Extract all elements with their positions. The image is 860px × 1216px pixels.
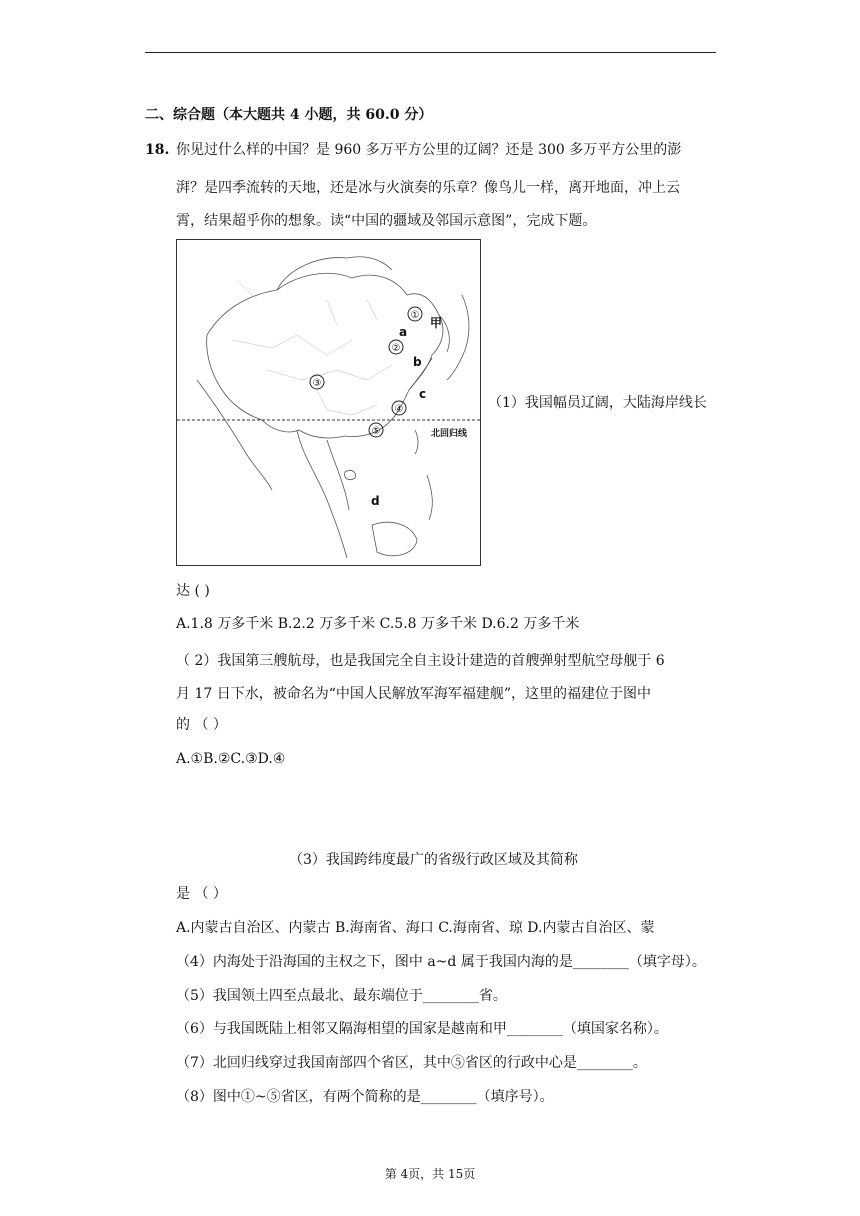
label-4: ④ bbox=[394, 404, 404, 415]
label-2: ② bbox=[391, 343, 401, 354]
header-rule bbox=[145, 52, 716, 53]
q3-line1: （3）我国跨纬度最广的省级行政区域及其简称 bbox=[289, 852, 578, 868]
china-outline bbox=[207, 273, 443, 438]
q6: （6）与我国既陆上相邻又隔海相望的国家是越南和甲________（填国家名称）。 bbox=[176, 1021, 668, 1037]
label-a: a bbox=[399, 325, 408, 339]
philippines bbox=[427, 475, 432, 520]
stem-line-1: 你见过什么样的中国？是 960 多万平方公里的辽阔？还是 300 多万平方公里的澎 bbox=[176, 142, 682, 158]
q2-line1: （ 2）我国第三艘航母，也是我国完全自主设计建造的首艘弹射型航空母舰于 6 bbox=[176, 653, 665, 669]
indochina bbox=[297, 430, 347, 558]
label-jia: 甲 bbox=[430, 316, 443, 330]
indochina-2 bbox=[327, 440, 349, 510]
q1-line1: （1）我国幅员辽阔，大陆海岸线长 bbox=[488, 395, 707, 411]
borneo bbox=[372, 522, 417, 556]
china-territory-map bbox=[176, 239, 481, 566]
q2-line3: 的 （ ） bbox=[176, 717, 227, 733]
q3-line2: 是 （ ） bbox=[176, 886, 227, 902]
page-footer: 第 4页，共 15页 bbox=[384, 1167, 476, 1181]
label-3: ③ bbox=[312, 378, 322, 389]
map-figure bbox=[177, 240, 480, 565]
q2-options: A.①B.②C.③D.④ bbox=[176, 751, 286, 767]
q7: （7）北回归线穿过我国南部四个省区，其中⑤省区的行政中心是________。 bbox=[176, 1055, 647, 1071]
q5: （5）我国领土四至点最北、最东端位于________省。 bbox=[176, 988, 507, 1004]
question-number: 18. bbox=[145, 142, 170, 158]
label-b: b bbox=[413, 355, 422, 369]
q1-line2: 达 ( ) bbox=[176, 583, 210, 599]
q3-options: A.内蒙古自治区、内蒙古 B.海南省、海口 C.海南省、琼 D.内蒙古自治区、蒙 bbox=[176, 920, 655, 936]
q8: （8）图中①~⑤省区，有两个简称的是________（填序号）。 bbox=[176, 1089, 554, 1105]
stem-line-3: 霄，结果超乎你的想象。读“中国的疆域及邻国示意图”，完成下题。 bbox=[176, 213, 597, 229]
label-5: ⑤ bbox=[371, 426, 381, 437]
hainan bbox=[345, 470, 356, 479]
q2-line2: 月 17 日下水，被命名为“中国人民解放军海军福建舰”，这里的福建位于图中 bbox=[176, 686, 652, 702]
section-title: 二、综合题（本大题共 4 小题，共 60.0 分） bbox=[145, 107, 433, 123]
stem-line-2: 湃？是四季流转的天地，还是冰与火演奏的乐章？像鸟儿一样，离开地面，冲上云 bbox=[176, 180, 680, 196]
q4: （4）内海处于沿海国的主权之下，图中 a~d 属于我国内海的是________（填字母）。 bbox=[176, 954, 706, 970]
taiwan bbox=[415, 430, 418, 454]
label-1: ① bbox=[410, 310, 420, 321]
q1-options: A.1.8 万多千米 B.2.2 万多千米 C.5.8 万多千米 D.6.2 万多千米 bbox=[176, 616, 580, 632]
japan bbox=[447, 295, 469, 380]
label-d: d bbox=[371, 494, 380, 508]
india bbox=[197, 380, 272, 490]
label-c: c bbox=[419, 387, 427, 401]
label-tropic: 北回归线 bbox=[431, 429, 468, 439]
